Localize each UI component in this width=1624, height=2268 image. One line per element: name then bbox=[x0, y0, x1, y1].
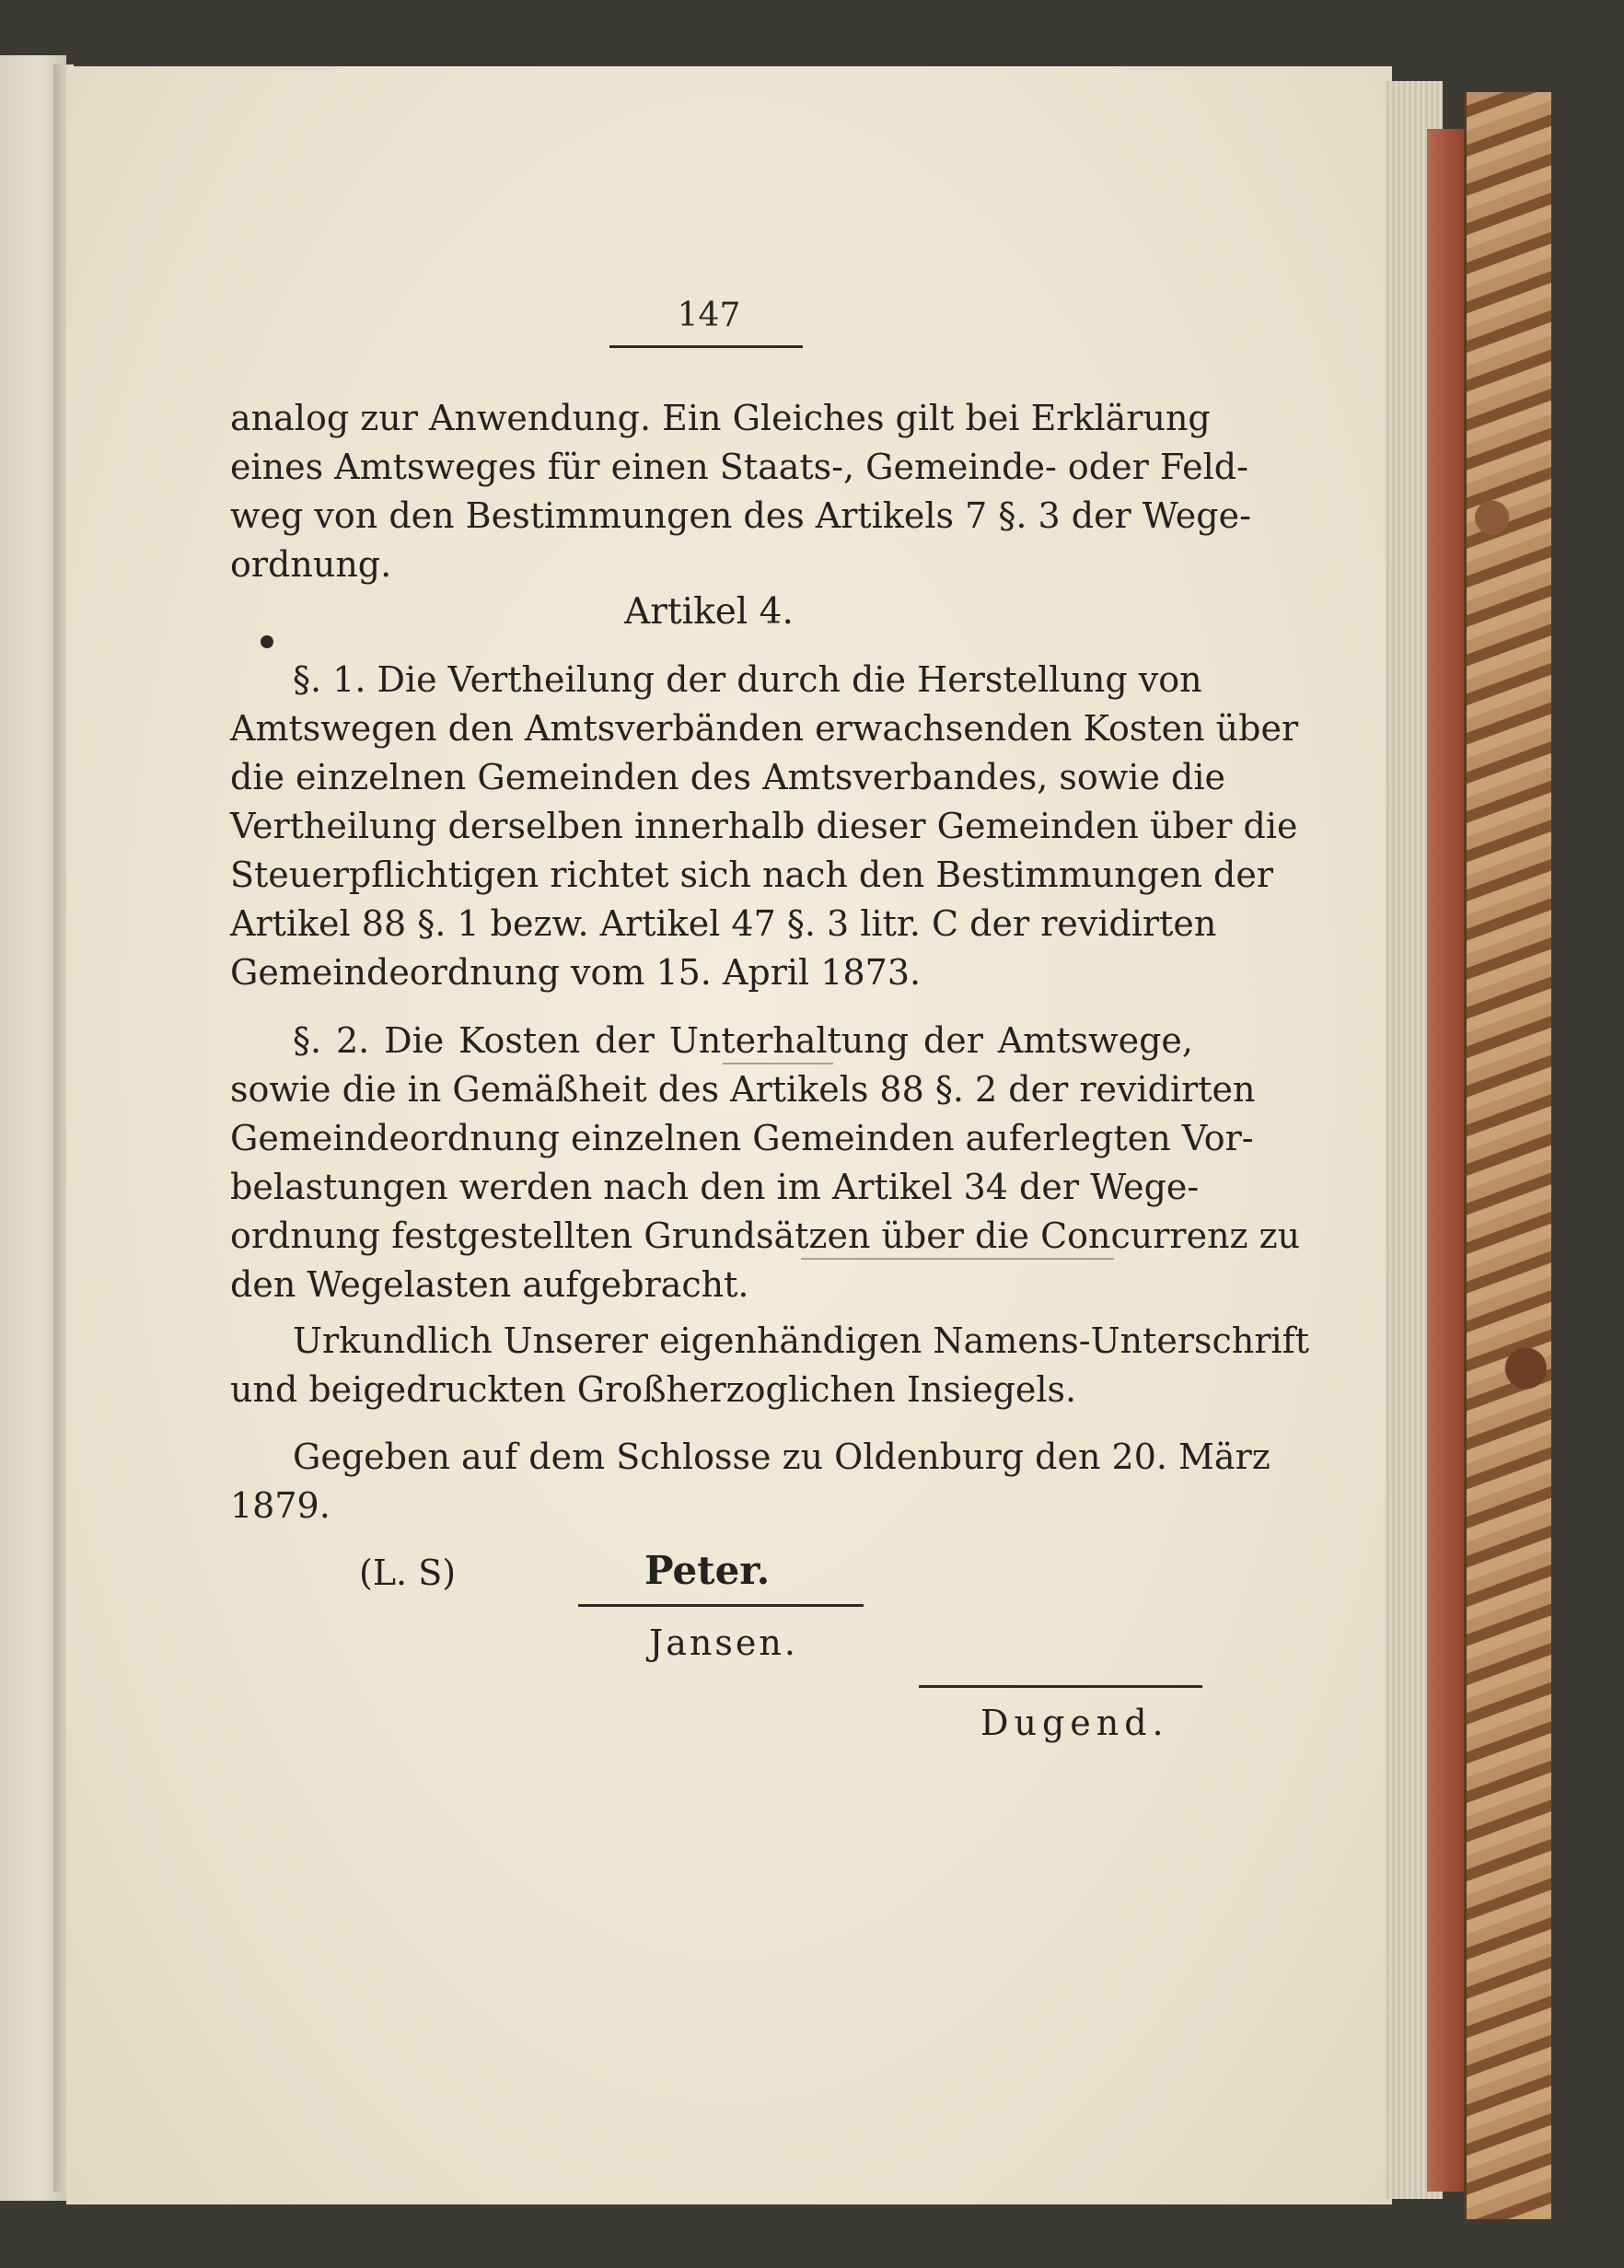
signature-tertiary: Dugend. bbox=[980, 1703, 1169, 1743]
header-rule bbox=[609, 345, 803, 348]
article-heading: Artikel 4. bbox=[624, 591, 794, 633]
text-line: §. 1. Die Vertheilung der durch die Herstellung von bbox=[293, 659, 1202, 700]
text-line: belastungen werden nach den im Artikel 34 der Wege- bbox=[230, 1167, 1200, 1207]
text-line: Amtswegen den Amtsverbänden erwachsenden Kosten über bbox=[230, 708, 1299, 749]
text-line: Gemeindeordnung vom 15. April 1873. bbox=[230, 952, 922, 993]
signature-secondary: Jansen. bbox=[649, 1622, 798, 1663]
text-line: Steuerpflichtigen richtet sich nach den Bestimmungen der bbox=[230, 855, 1273, 895]
text-line: ordnung. bbox=[230, 544, 392, 585]
text-line: §. 2. Die Kosten der Unterhaltung der Amtswege, bbox=[293, 1020, 1193, 1061]
text-line: Gemeindeordnung einzelnen Gemeinden auferlegten Vor- bbox=[230, 1118, 1254, 1158]
pencil-underline bbox=[723, 1063, 833, 1064]
text-line: weg von den Bestimmungen des Artikels 7 §. 3 der Wege- bbox=[230, 495, 1251, 536]
text-line: analog zur Anwendung. Ein Gleiches gilt bei Erklärung bbox=[230, 398, 1211, 438]
text-line: und beigedruckten Großherzoglichen Insiegels. bbox=[230, 1369, 1077, 1410]
ink-dot bbox=[261, 635, 273, 648]
text-line: 1879. bbox=[230, 1485, 331, 1526]
pencil-underline bbox=[801, 1258, 1114, 1260]
text-line: Vertheilung derselben innerhalb dieser Gemeinden über die bbox=[230, 806, 1298, 846]
text-line: Urkundlich Unserer eigenhändigen Namens-Unterschrift bbox=[293, 1320, 1309, 1361]
text-line: die einzelnen Gemeinden des Amtsverbandes, sowie die bbox=[230, 757, 1225, 797]
text-line: den Wegelasten aufgebracht. bbox=[230, 1264, 749, 1305]
text-line: eines Amtsweges für einen Staats-, Gemeinde- oder Feld- bbox=[230, 447, 1248, 487]
signature-rule bbox=[578, 1604, 864, 1607]
text-line: ordnung festgestellten Grundsätzen über die Concurrenz zu bbox=[230, 1215, 1301, 1256]
signature-primary: Peter. bbox=[644, 1548, 771, 1593]
marbled-cover bbox=[1464, 92, 1551, 2219]
page-number: 147 bbox=[677, 297, 741, 334]
text-line: sowie die in Gemäßheit des Artikels 88 §. 2 der revidirten bbox=[230, 1069, 1256, 1110]
text-line: Artikel 88 §. 1 bezw. Artikel 47 §. 3 litr. C der revidirten bbox=[230, 903, 1217, 944]
seal-mark: (L. S) bbox=[359, 1553, 457, 1593]
text-line: Gegeben auf dem Schlosse zu Oldenburg den 20. März bbox=[293, 1436, 1270, 1477]
signature-rule bbox=[919, 1685, 1202, 1688]
